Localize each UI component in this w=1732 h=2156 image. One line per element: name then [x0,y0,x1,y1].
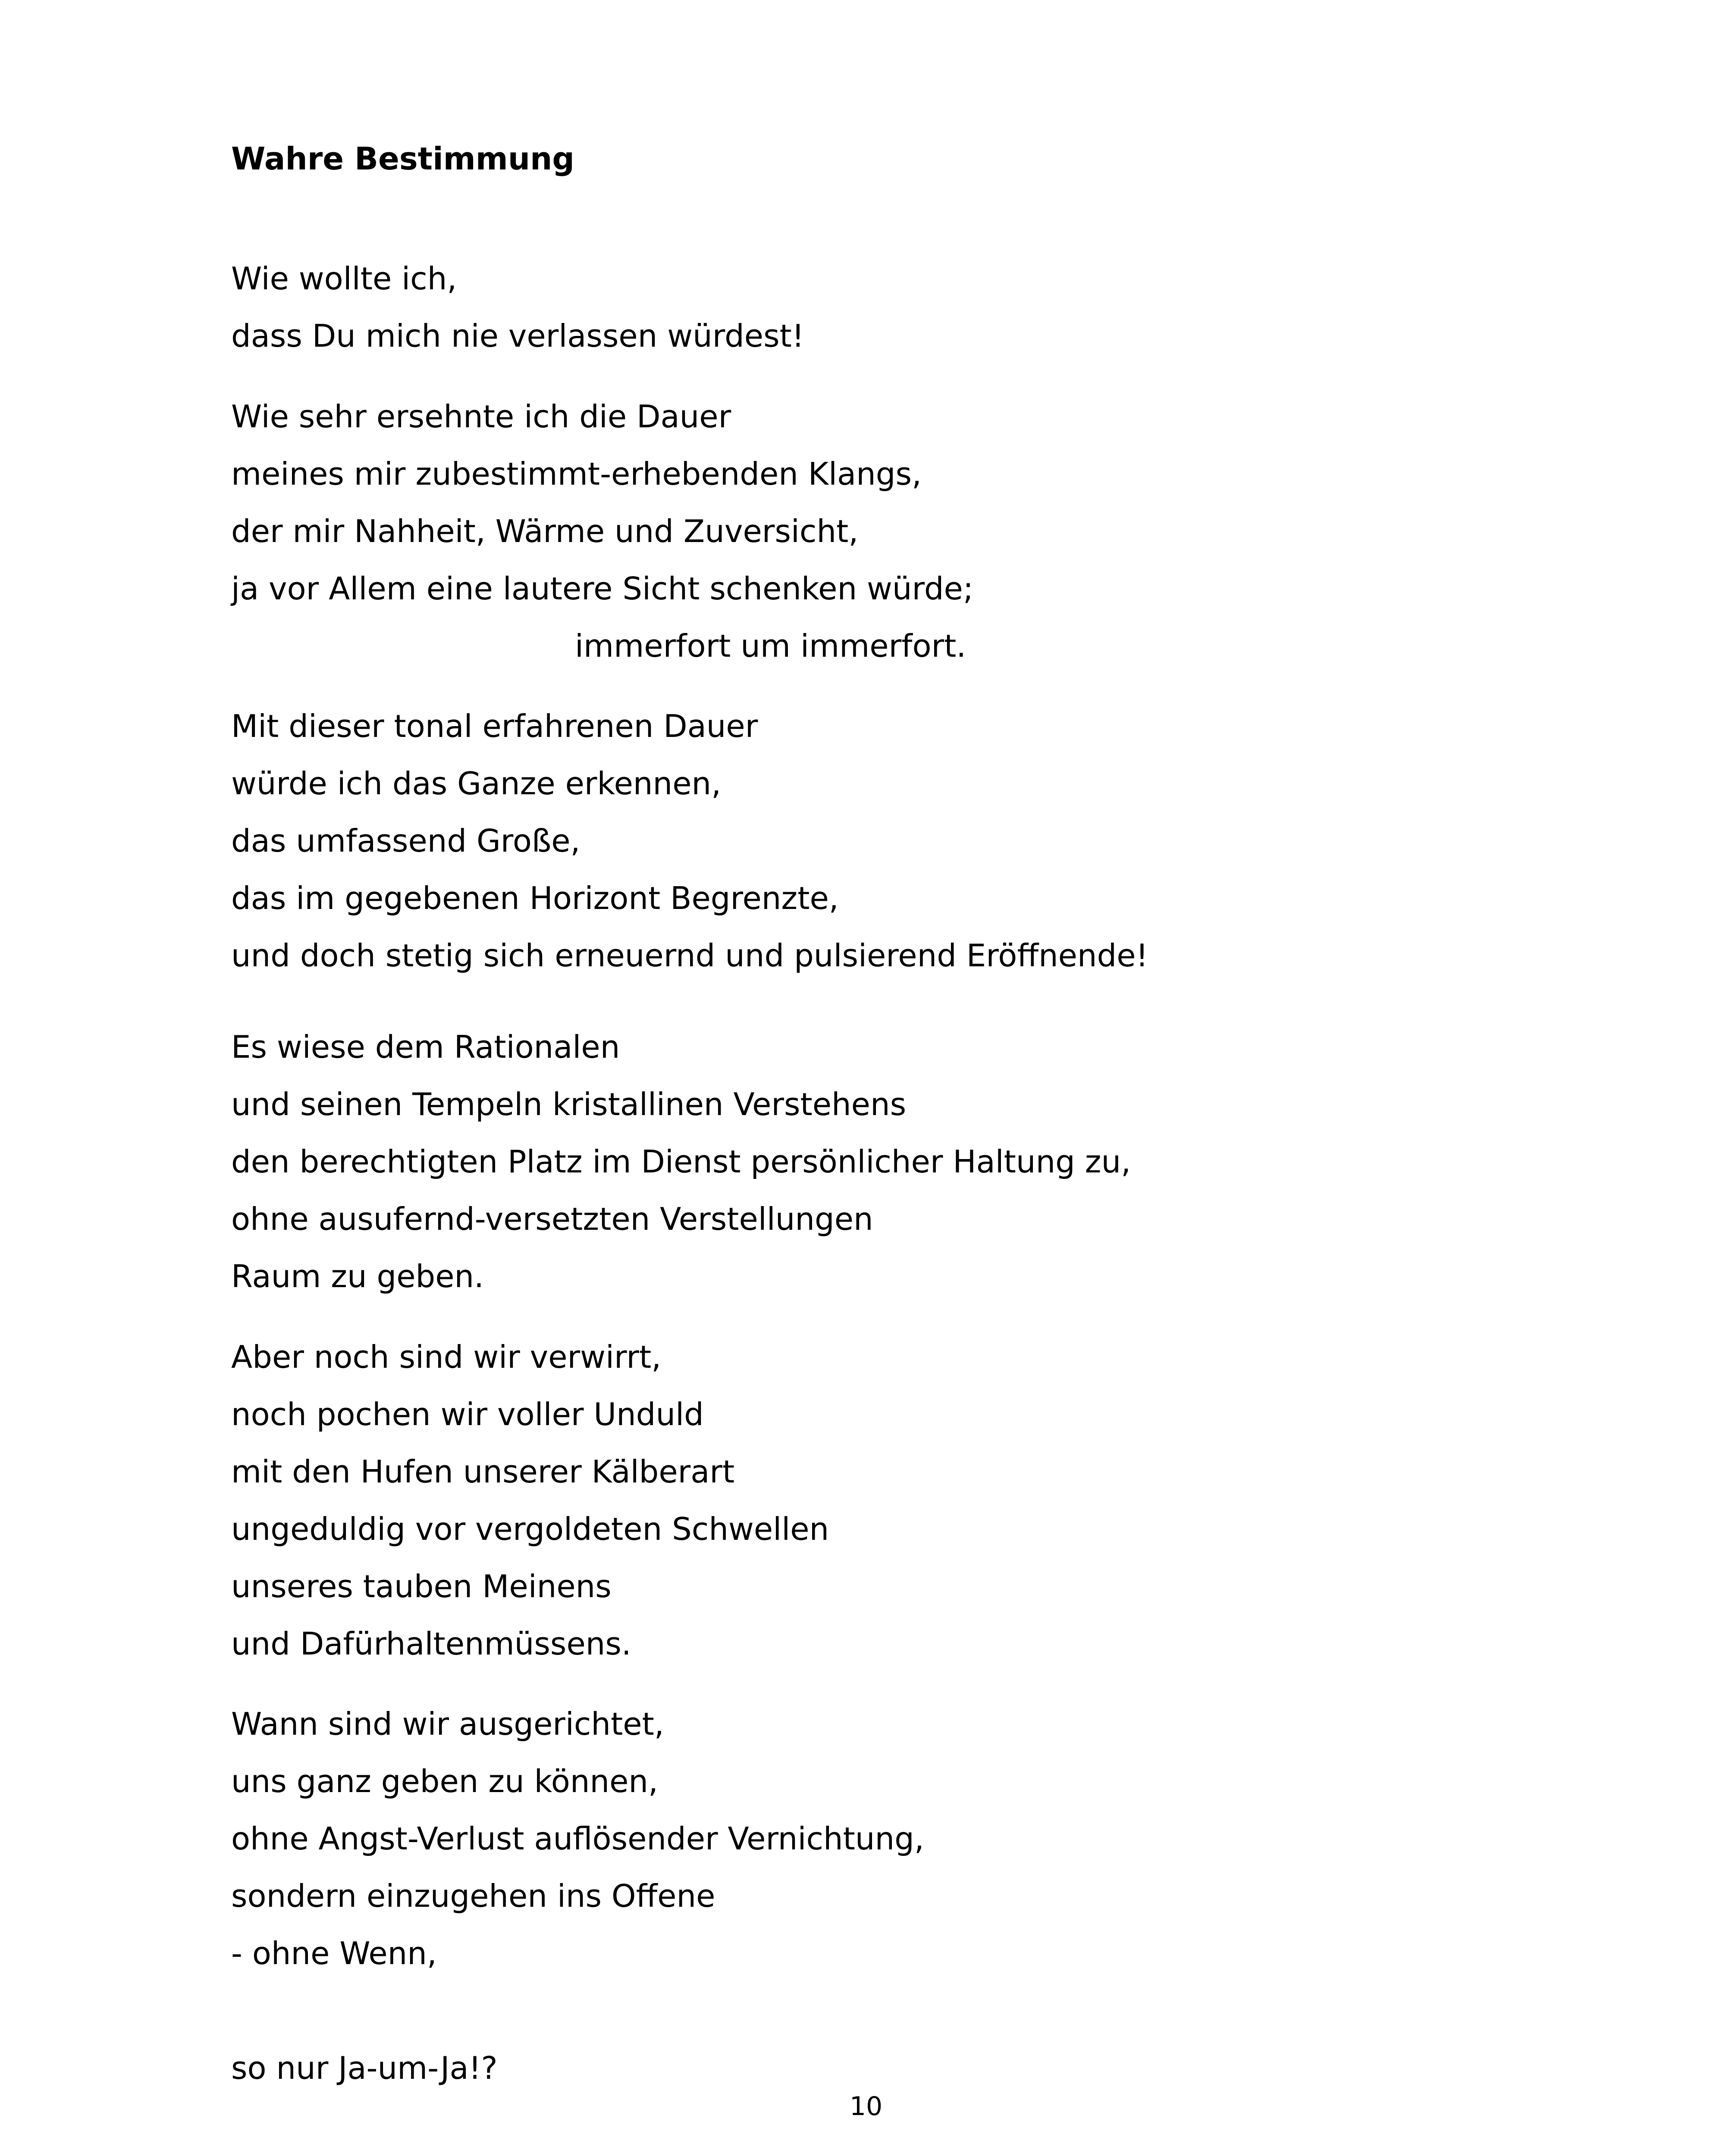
poem-line: Raum zu geben. [231,1258,484,1294]
poem-line: das umfassend Große, [231,823,580,859]
poem-line: uns ganz geben zu können, [231,1763,658,1799]
poem-line: und Dafürhaltenmüssens. [231,1626,631,1662]
poem-line: dass Du mich nie verlassen würdest! [231,318,804,354]
poem-line: würde ich das Ganze erkennen, [231,765,722,802]
poem-line-indented: immerfort um immerfort. [575,628,966,664]
poem-line: mit den Hufen unserer Kälberart [231,1454,735,1490]
poem-line: ohne Angst-Verlust auflösender Vernichtung, [231,1821,924,1857]
poem-line: und seinen Tempeln kristallinen Verstehens [231,1086,907,1122]
poem-line: ungeduldig vor vergoldeten Schwellen [231,1511,829,1547]
poem-line: ohne ausufernd-versetzten Verstellungen [231,1201,873,1237]
page-number: 10 [849,2091,883,2122]
poem-line: - ohne Wenn, [231,1935,437,1971]
poem-line: den berechtigten Platz im Dienst persönlicher Haltung zu, [231,1144,1131,1180]
poem-line: Wie sehr ersehnte ich die Dauer [231,398,731,435]
poem-line: Aber noch sind wir verwirrt, [231,1339,662,1375]
poem-line: sondern einzugehen ins Offene [231,1878,715,1914]
poem-line: Wann sind wir ausgerichtet, [231,1706,664,1742]
poem-line: meines mir zubestimmt-erhebenden Klangs, [231,456,922,492]
poem-line: das im gegebenen Horizont Begrenzte, [231,880,839,916]
poem-line: der mir Nahheit, Wärme und Zuversicht, [231,513,859,549]
poem-line-final: so nur Ja-um-Ja!? [231,2050,498,2086]
poem-line: Wie wollte ich, [231,260,457,297]
poem-line: und doch stetig sich erneuernd und pulsierend Eröffnende! [231,937,1148,974]
poem-line: noch pochen wir voller Unduld [231,1396,704,1432]
poem-line: unseres tauben Meinens [231,1568,612,1604]
poem-line: Mit dieser tonal erfahrenen Dauer [231,708,758,744]
poem-line: ja vor Allem eine lautere Sicht schenken würde; [231,570,974,607]
poem-line: Es wiese dem Rationalen [231,1029,620,1065]
poem-title: Wahre Bestimmung [231,141,574,177]
